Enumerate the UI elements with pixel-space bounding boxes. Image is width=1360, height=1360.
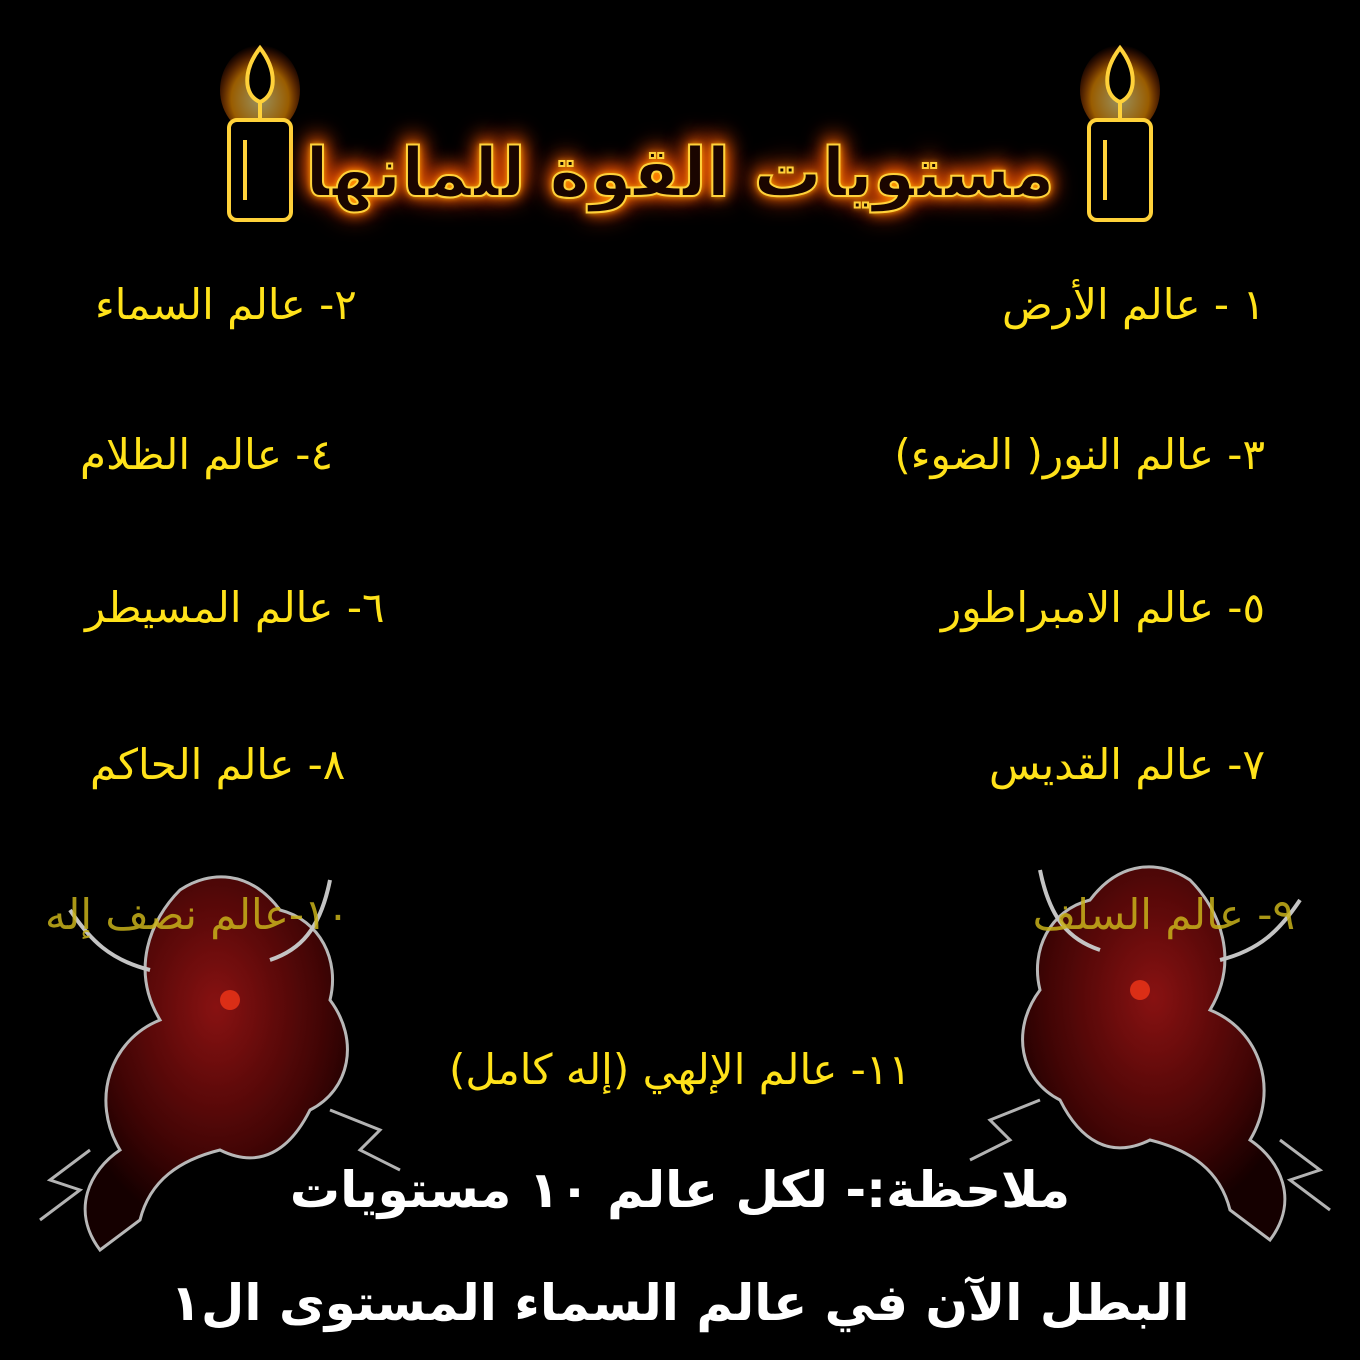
level-3: ٣- عالم النور( الضوء) <box>894 430 1265 479</box>
page-title: مستويات القوة للمانها <box>305 133 1055 213</box>
level-11: ١١- عالم الإلهي (إله كامل) <box>449 1045 911 1094</box>
level-4: ٤- عالم الظلام <box>80 430 334 479</box>
level-8: ٨- عالم الحاكم <box>90 740 346 789</box>
note-line-1: ملاحظة:- لكل عالم ١٠ مستويات <box>289 1161 1071 1219</box>
note-line-2: البطل الآن في عالم السماء المستوى ال١ <box>170 1274 1190 1332</box>
level-5: ٥- عالم الامبراطور <box>940 583 1265 632</box>
level-1: ١ - عالم الأرض <box>1001 280 1265 329</box>
level-6: ٦- عالم المسيطر <box>85 583 385 632</box>
level-10: ١٠-عالم نصف إله <box>45 890 350 939</box>
level-7: ٧- عالم القديس <box>988 740 1265 789</box>
level-2: ٢- عالم السماء <box>95 280 357 329</box>
level-9: ٩- عالم السلف <box>1032 890 1295 939</box>
